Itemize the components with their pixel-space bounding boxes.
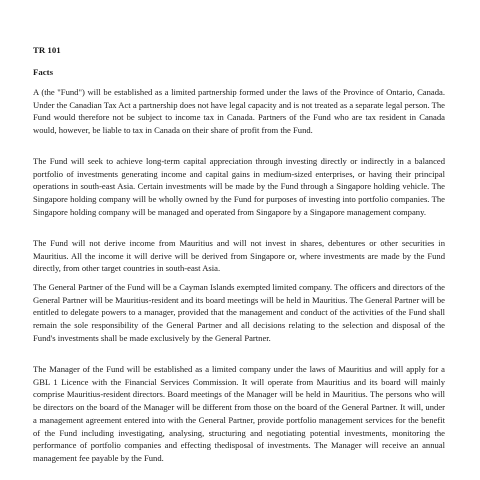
section-heading-facts: Facts (33, 67, 54, 77)
paragraph-manager: The Manager of the Fund will be established as a limited company under the laws of Mauritius and will apply for a GBL 1 Licence with the Financial Services Commission. It will operate from Mauritius and its board will mainly comprise Mauritius-resident directors. Board meetings of the Manager will be held in Mauritius. The persons who will be directors on the board of the Manager will be different from those on the board of the General Partner. It will, under a management agreement entered into with the General Partner, provide portfolio management services for the benefit of the Fund including investigating, analysing, structuring and negotiating potential investments, monitoring the performance of portfolio companies and effecting thedisposal of investments. The Manager will receive an annual management fee payable by the Fund. (33, 364, 445, 463)
paragraph-fund-structure: A (the "Fund") will be established as a limited partnership formed under the laws of the Province of Ontario, Canada. Under the Canadian Tax Act a partnership does not have legal capacity and is not treated as a separate legal person. The Fund would therefore not be subject to income tax in Canada. Partners of the Fund who are tax resident in Canada would, however, be liable to tax in Canada on their share of profit from the Fund. (33, 87, 445, 136)
document-title: TR 101 (33, 45, 61, 55)
paragraph-investment-strategy: The Fund will seek to achieve long-term capital appreciation through investing directly or indirectly in a balanced portfolio of investments generating income and capital gains in medium-sized enterprises, or having their principal operations in south-east Asia. Certain investments will be made by the Fund through a Singapore holding vehicle. The Singapore holding company will be wholly owned by the Fund for purposes of investing into portfolio companies. The Singapore holding company will be managed and operated from Singapore by a Singapore management company. (33, 156, 445, 217)
paragraph-general-partner: The General Partner of the Fund will be a Cayman Islands exempted limited company. The officers and directors of the General Partner will be Mauritius-resident and its board meetings will be held in Mauritius. The General Partner will be entitled to delegate powers to a manager, provided that the management and conduct of the activities of the Fund shall remain the sole responsibility of the General Partner and all decisions relating to the selection and disposal of the Fund's investments shall be made exclusively by the General Partner. (33, 282, 445, 343)
paragraph-income-source: The Fund will not derive income from Mauritius and will not invest in shares, debentures or other securities in Mauritius. All the income it will derive will be derived from Singapore or, where investments are made by the Fund directly, from other target countries in south-east Asia. (33, 238, 445, 274)
